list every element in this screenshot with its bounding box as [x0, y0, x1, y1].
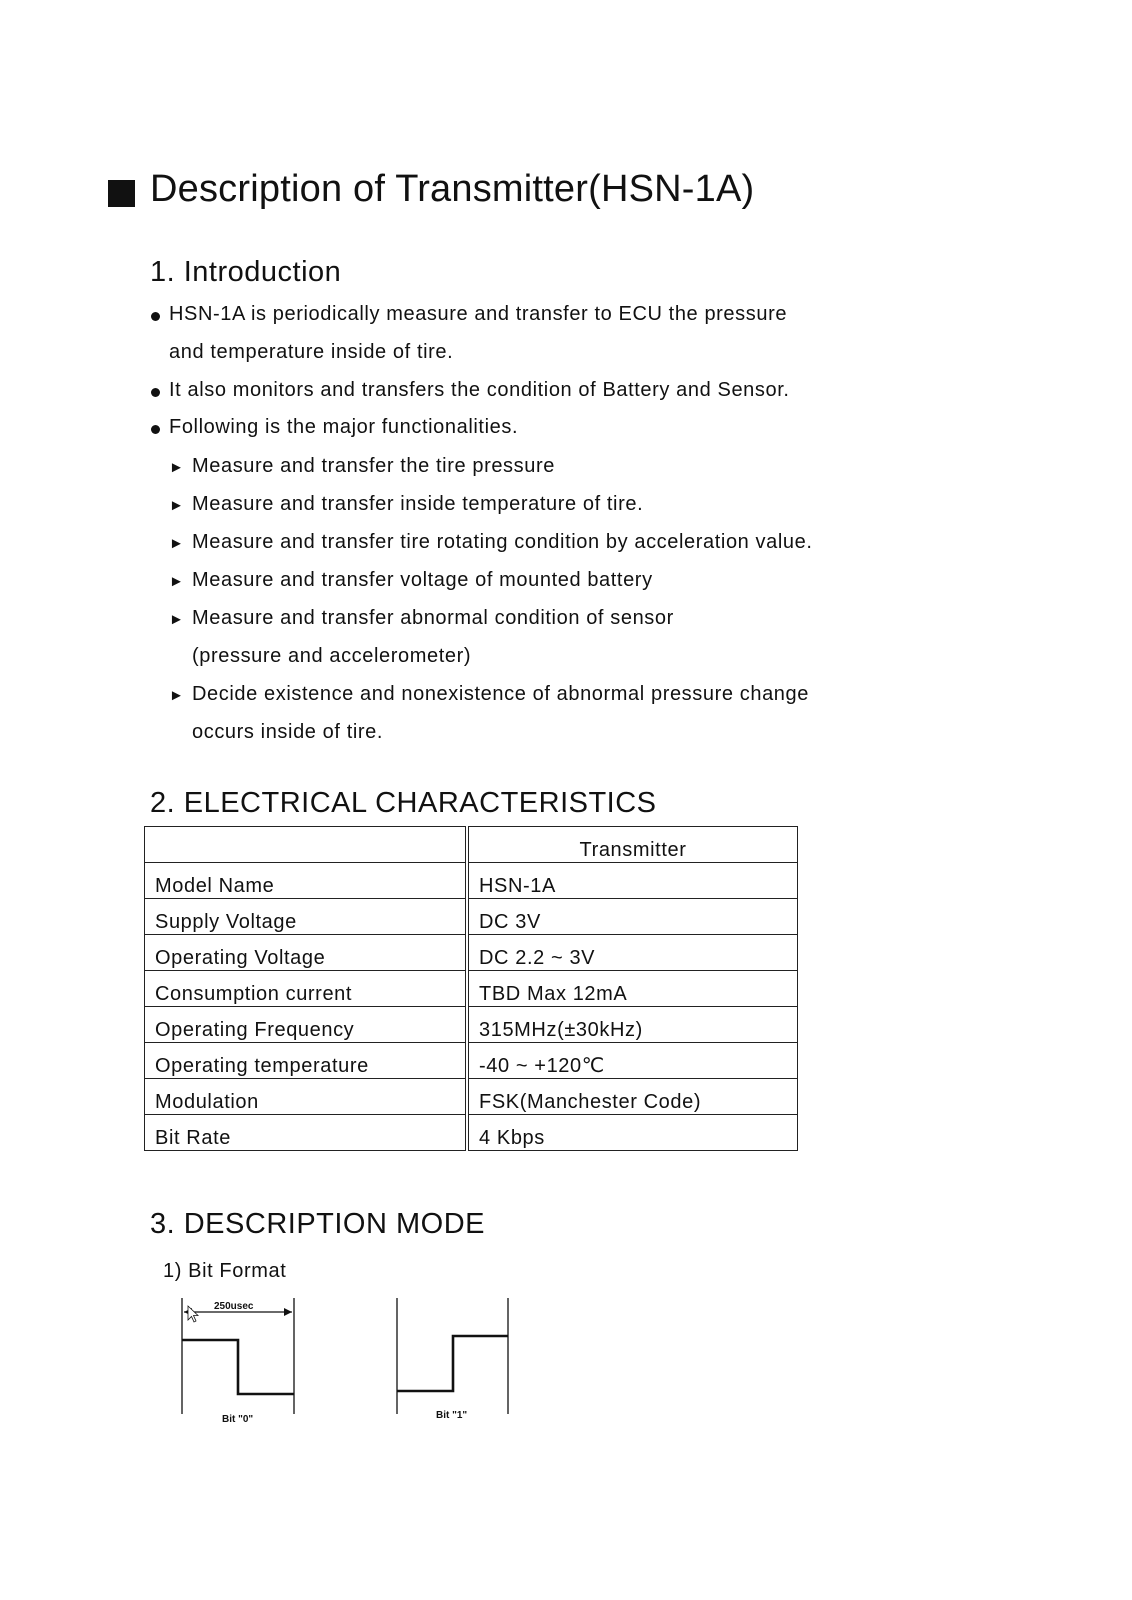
table-cell: Modulation — [145, 1079, 468, 1115]
function-item: Measure and transfer voltage of mounted battery — [192, 569, 653, 591]
cursor-pointer-icon — [188, 1306, 198, 1322]
table-cell: -40 ~ +120℃ — [467, 1043, 798, 1079]
function-item-cont: (pressure and accelerometer) — [192, 645, 472, 667]
table-cell: Model Name — [145, 863, 468, 899]
table-cell: Operating Voltage — [145, 935, 468, 971]
bit1-label: Bit "1" — [436, 1410, 468, 1421]
arrow-bullet-icon: ► — [169, 611, 184, 628]
function-item: Measure and transfer the tire pressure — [192, 455, 555, 477]
table-cell: 4 Kbps — [467, 1115, 798, 1151]
table-cell: FSK(Manchester Code) — [467, 1079, 798, 1115]
function-item: Measure and transfer inside temperature of tire. — [192, 493, 644, 515]
function-item: Measure and transfer tire rotating condition by acceleration value. — [192, 531, 813, 553]
table-header-cell — [145, 827, 468, 863]
table-cell: DC 2.2 ~ 3V — [467, 935, 798, 971]
table-row — [145, 1007, 798, 1043]
table-cell: HSN-1A — [467, 863, 798, 899]
table-cell: DC 3V — [467, 899, 798, 935]
bit1-waveform — [397, 1336, 508, 1391]
function-item: Decide existence and nonexistence of abnormal pressure change — [192, 683, 809, 705]
table-cell: Operating temperature — [145, 1043, 468, 1079]
bit-format-diagram — [170, 1298, 520, 1428]
table-row — [145, 1043, 798, 1079]
function-item: Measure and transfer abnormal condition of sensor — [192, 607, 674, 629]
table-cell: Supply Voltage — [145, 899, 468, 935]
table-cell: Operating Frequency — [145, 1007, 468, 1043]
table-cell: Bit Rate — [145, 1115, 468, 1151]
table-header-cell: Transmitter — [467, 827, 798, 863]
table-cell: 315MHz(±30kHz) — [467, 1007, 798, 1043]
intro-bullet-1: HSN-1A is periodically measure and transfer to ECU the pressure — [169, 303, 788, 325]
table-row — [145, 899, 798, 935]
table-row — [145, 863, 798, 899]
title-square-icon — [108, 180, 135, 207]
section-heading-description-mode: 3. DESCRIPTION MODE — [150, 1208, 485, 1240]
table-row — [145, 1115, 798, 1151]
table-row — [145, 1079, 798, 1115]
function-item-cont: occurs inside of tire. — [192, 721, 384, 743]
bullet-dot-icon — [151, 312, 160, 321]
intro-bullet-1-cont: and temperature inside of tire. — [169, 341, 454, 363]
section-heading-introduction: 1. Introduction — [150, 256, 342, 288]
bit0-label: Bit "0" — [222, 1414, 254, 1425]
arrow-bullet-icon: ► — [169, 687, 184, 704]
dimension-arrow-right-icon — [284, 1308, 292, 1316]
arrow-bullet-icon: ► — [169, 535, 184, 552]
bit0-waveform — [182, 1340, 294, 1394]
arrow-bullet-icon: ► — [169, 573, 184, 590]
electrical-characteristics-table — [144, 826, 798, 1151]
period-label: 250usec — [214, 1301, 254, 1312]
bullet-dot-icon — [151, 425, 160, 434]
bit-format-heading: 1) Bit Format — [163, 1260, 287, 1282]
table-row — [145, 935, 798, 971]
bullet-dot-icon — [151, 388, 160, 397]
table-header-row — [145, 827, 798, 863]
page-title: Description of Transmitter(HSN-1A) — [150, 168, 755, 210]
table-cell: Consumption current — [145, 971, 468, 1007]
section-heading-electrical: 2. ELECTRICAL CHARACTERISTICS — [150, 787, 657, 819]
table-row — [145, 971, 798, 1007]
intro-bullet-3: Following is the major functionalities. — [169, 416, 519, 438]
table-cell: TBD Max 12mA — [467, 971, 798, 1007]
arrow-bullet-icon: ► — [169, 459, 184, 476]
intro-bullet-2: It also monitors and transfers the condition of Battery and Sensor. — [169, 379, 790, 401]
arrow-bullet-icon: ► — [169, 497, 184, 514]
